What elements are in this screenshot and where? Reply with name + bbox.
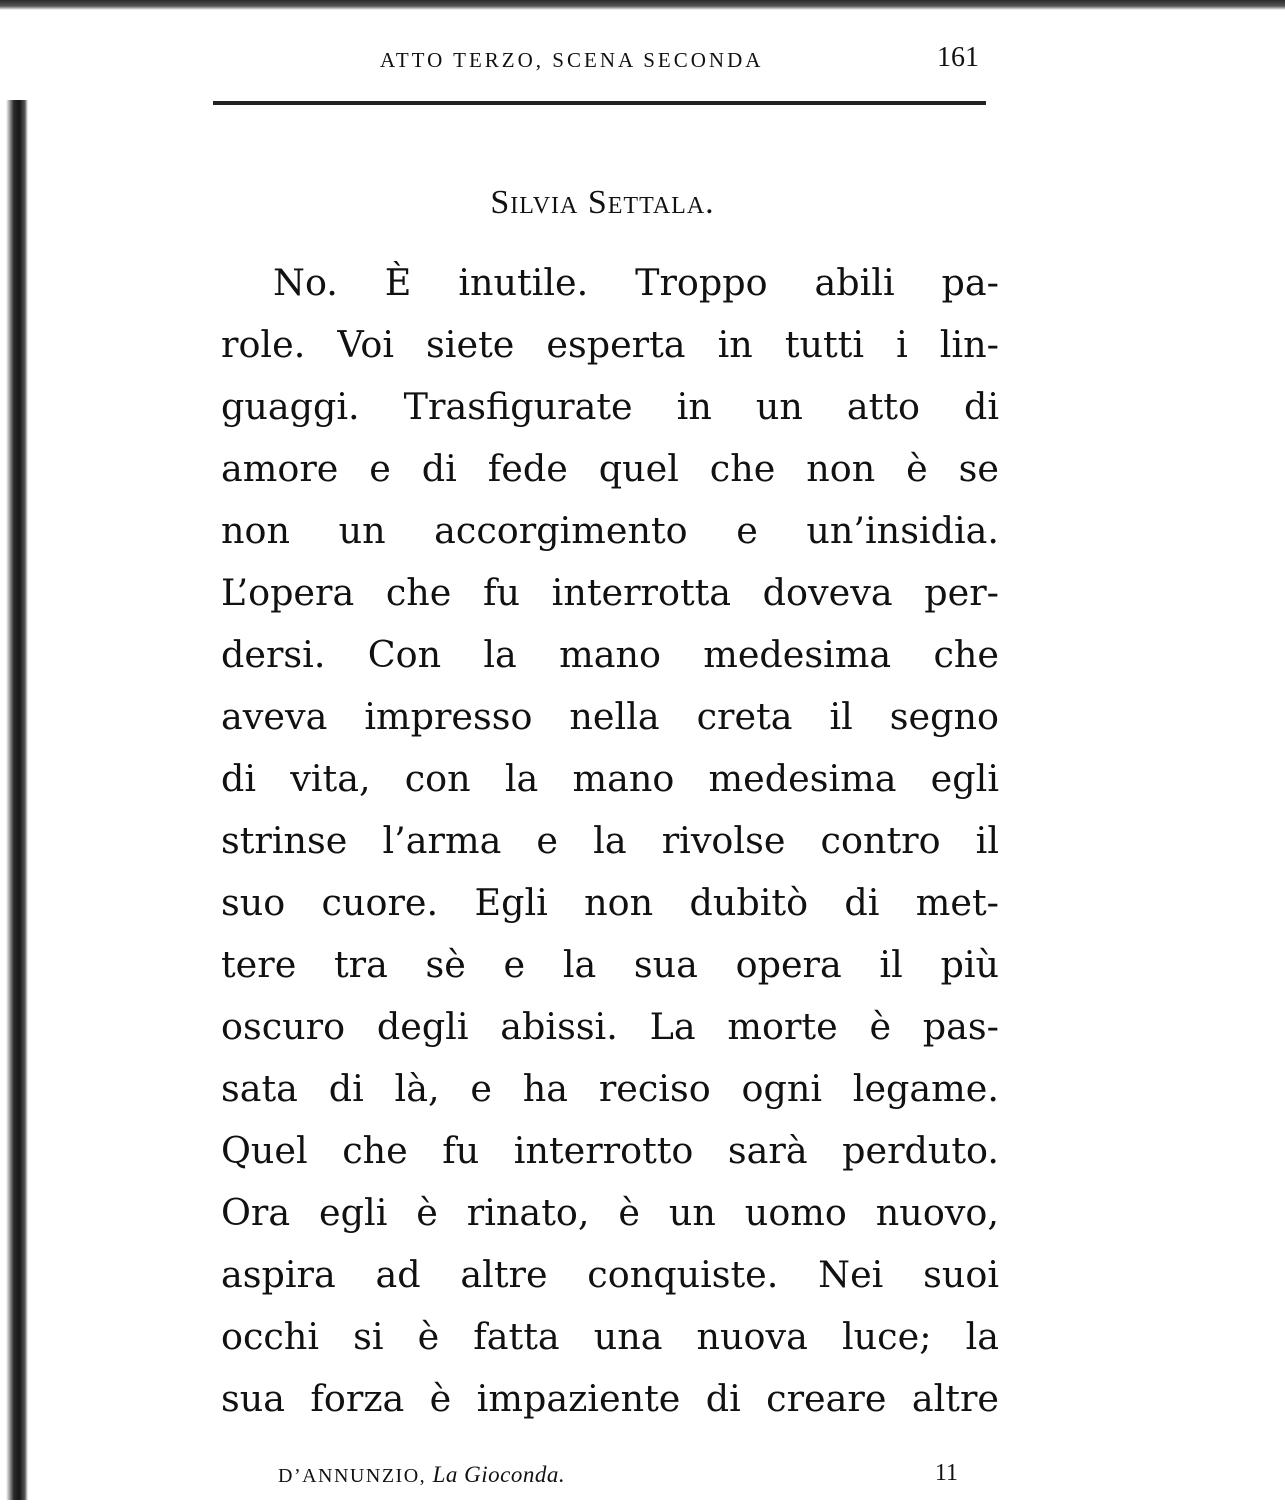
text-line: tere tra sè e la sua opera il più [221,943,999,986]
header-rule [213,101,986,105]
text-line: strinse l’arma e la rivolse contro il [221,819,999,862]
text-line: sata di là, e ha reciso ogni legame. [221,1067,999,1110]
signature-mark: 11 [934,1460,958,1486]
footer-book-reference [278,1462,565,1488]
text-line: suo cuore. Egli non dubitò di met- [221,881,999,924]
footer-title: La Gioconda. [432,1462,566,1487]
speech-text [221,252,999,1430]
text-line: Quel che fu interrotto sarà perduto. [221,1129,999,1172]
text-line: occhi si è fatta una nuova luce; la [221,1315,999,1358]
text-line: Ora egli è rinato, è un uomo nuovo, [221,1191,999,1234]
speaker-name: Silvia Settala. [490,184,715,221]
page-number: 161 [937,42,979,73]
text-line: oscuro degli abissi. La morte è pas- [221,1005,999,1048]
running-head: ATTO TERZO, SCENA SECONDA [380,48,764,72]
text-line: guaggi. Trasfigurate in un atto di [221,385,999,428]
text-line: non un accorgimento e un’insidia. [221,509,999,552]
page-header [215,40,985,82]
text-line: dersi. Con la mano medesima che [221,633,999,676]
footer-author: D’ANNUNZIO, [278,1465,427,1487]
page-footer [278,1462,958,1496]
text-line: No. È inutile. Troppo abili pa- [273,261,999,304]
text-line: L’opera che fu interrotta doveva per- [221,571,999,614]
book-gutter-shadow [6,100,28,1500]
text-line: sua forza è impaziente di creare altre [221,1377,999,1420]
text-line: aspira ad altre conquiste. Nei suoi [221,1253,999,1296]
page-top-edge [0,0,1285,10]
text-line: role. Voi siete esperta in tutti i lin- [221,323,999,366]
text-line: di vita, con la mano medesima egli [221,757,999,800]
text-line: aveva impresso nella creta il segno [221,695,999,738]
text-line: amore e di fede quel che non è se [221,447,999,490]
